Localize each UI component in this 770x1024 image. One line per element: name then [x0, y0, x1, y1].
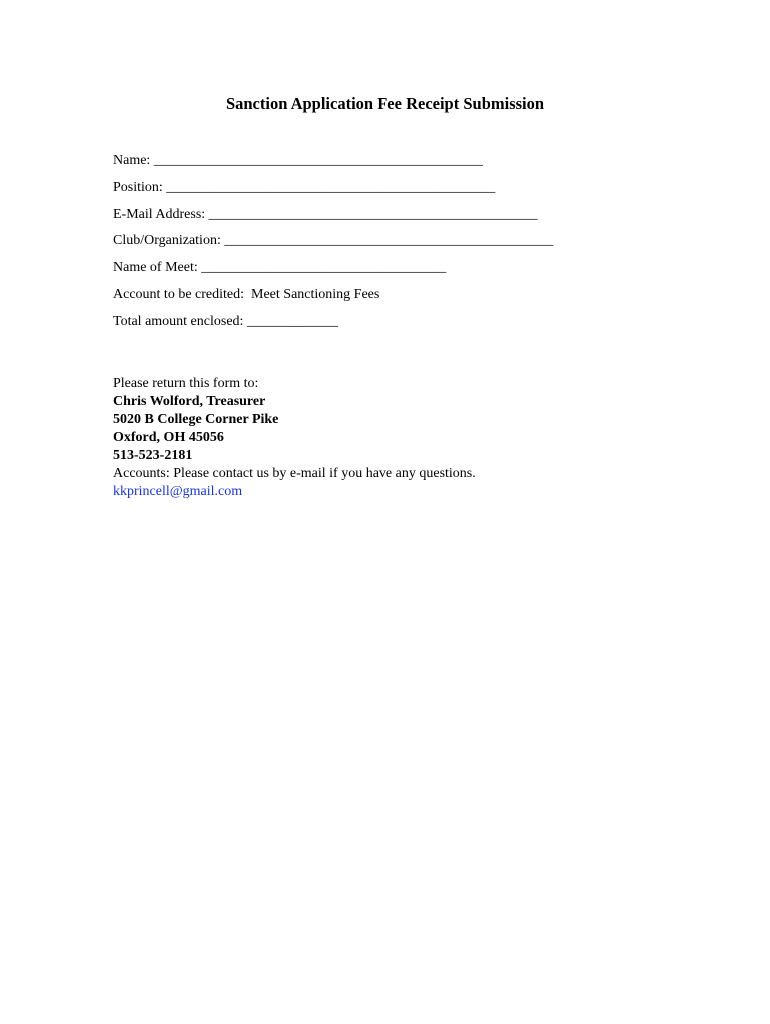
name-blank: _______________________________________________ — [153, 153, 483, 168]
position-blank: _______________________________________________ — [166, 179, 496, 195]
contact-block — [113, 375, 476, 501]
club-organization-blank: _______________________________________________ — [224, 233, 554, 249]
document-title: Sanction Application Fee Receipt Submission — [225, 94, 545, 113]
position-field — [113, 179, 553, 206]
account-credited-field — [113, 286, 553, 313]
total-amount-blank: _____________ — [246, 313, 338, 329]
contact-email-link[interactable]: kkprincell@gmail.com — [113, 484, 243, 499]
return-instruction: Please return this form to: — [113, 376, 259, 391]
name-of-meet-field — [113, 259, 553, 286]
name-of-meet-blank: ___________________________________ — [201, 260, 447, 276]
contact-address-city: Oxford, OH 45056 — [113, 430, 224, 445]
contact-phone: 513-523-2181 — [113, 448, 193, 463]
name-field — [113, 152, 553, 179]
form-fields — [113, 152, 553, 340]
email-address-label: E-Mail Address: — [113, 206, 206, 222]
name-label: Name: — [113, 153, 151, 168]
contact-note: Accounts: Please contact us by e-mail if you have any questions. — [113, 466, 476, 481]
name-of-meet-label: Name of Meet: — [113, 260, 198, 276]
account-credited-value: Meet Sanctioning Fees — [251, 286, 380, 302]
club-organization-label: Club/Organization: — [113, 233, 221, 249]
club-organization-field — [113, 232, 553, 259]
contact-name: Chris Wolford, Treasurer — [113, 394, 266, 409]
email-address-field — [113, 206, 553, 233]
contact-address-street: 5020 B College Corner Pike — [113, 412, 279, 427]
total-amount-field — [113, 313, 553, 340]
email-address-blank: _______________________________________________ — [208, 206, 538, 222]
position-label: Position: — [113, 179, 163, 195]
total-amount-label: Total amount enclosed: — [113, 313, 244, 329]
account-credited-label: Account to be credited: — [113, 286, 245, 302]
